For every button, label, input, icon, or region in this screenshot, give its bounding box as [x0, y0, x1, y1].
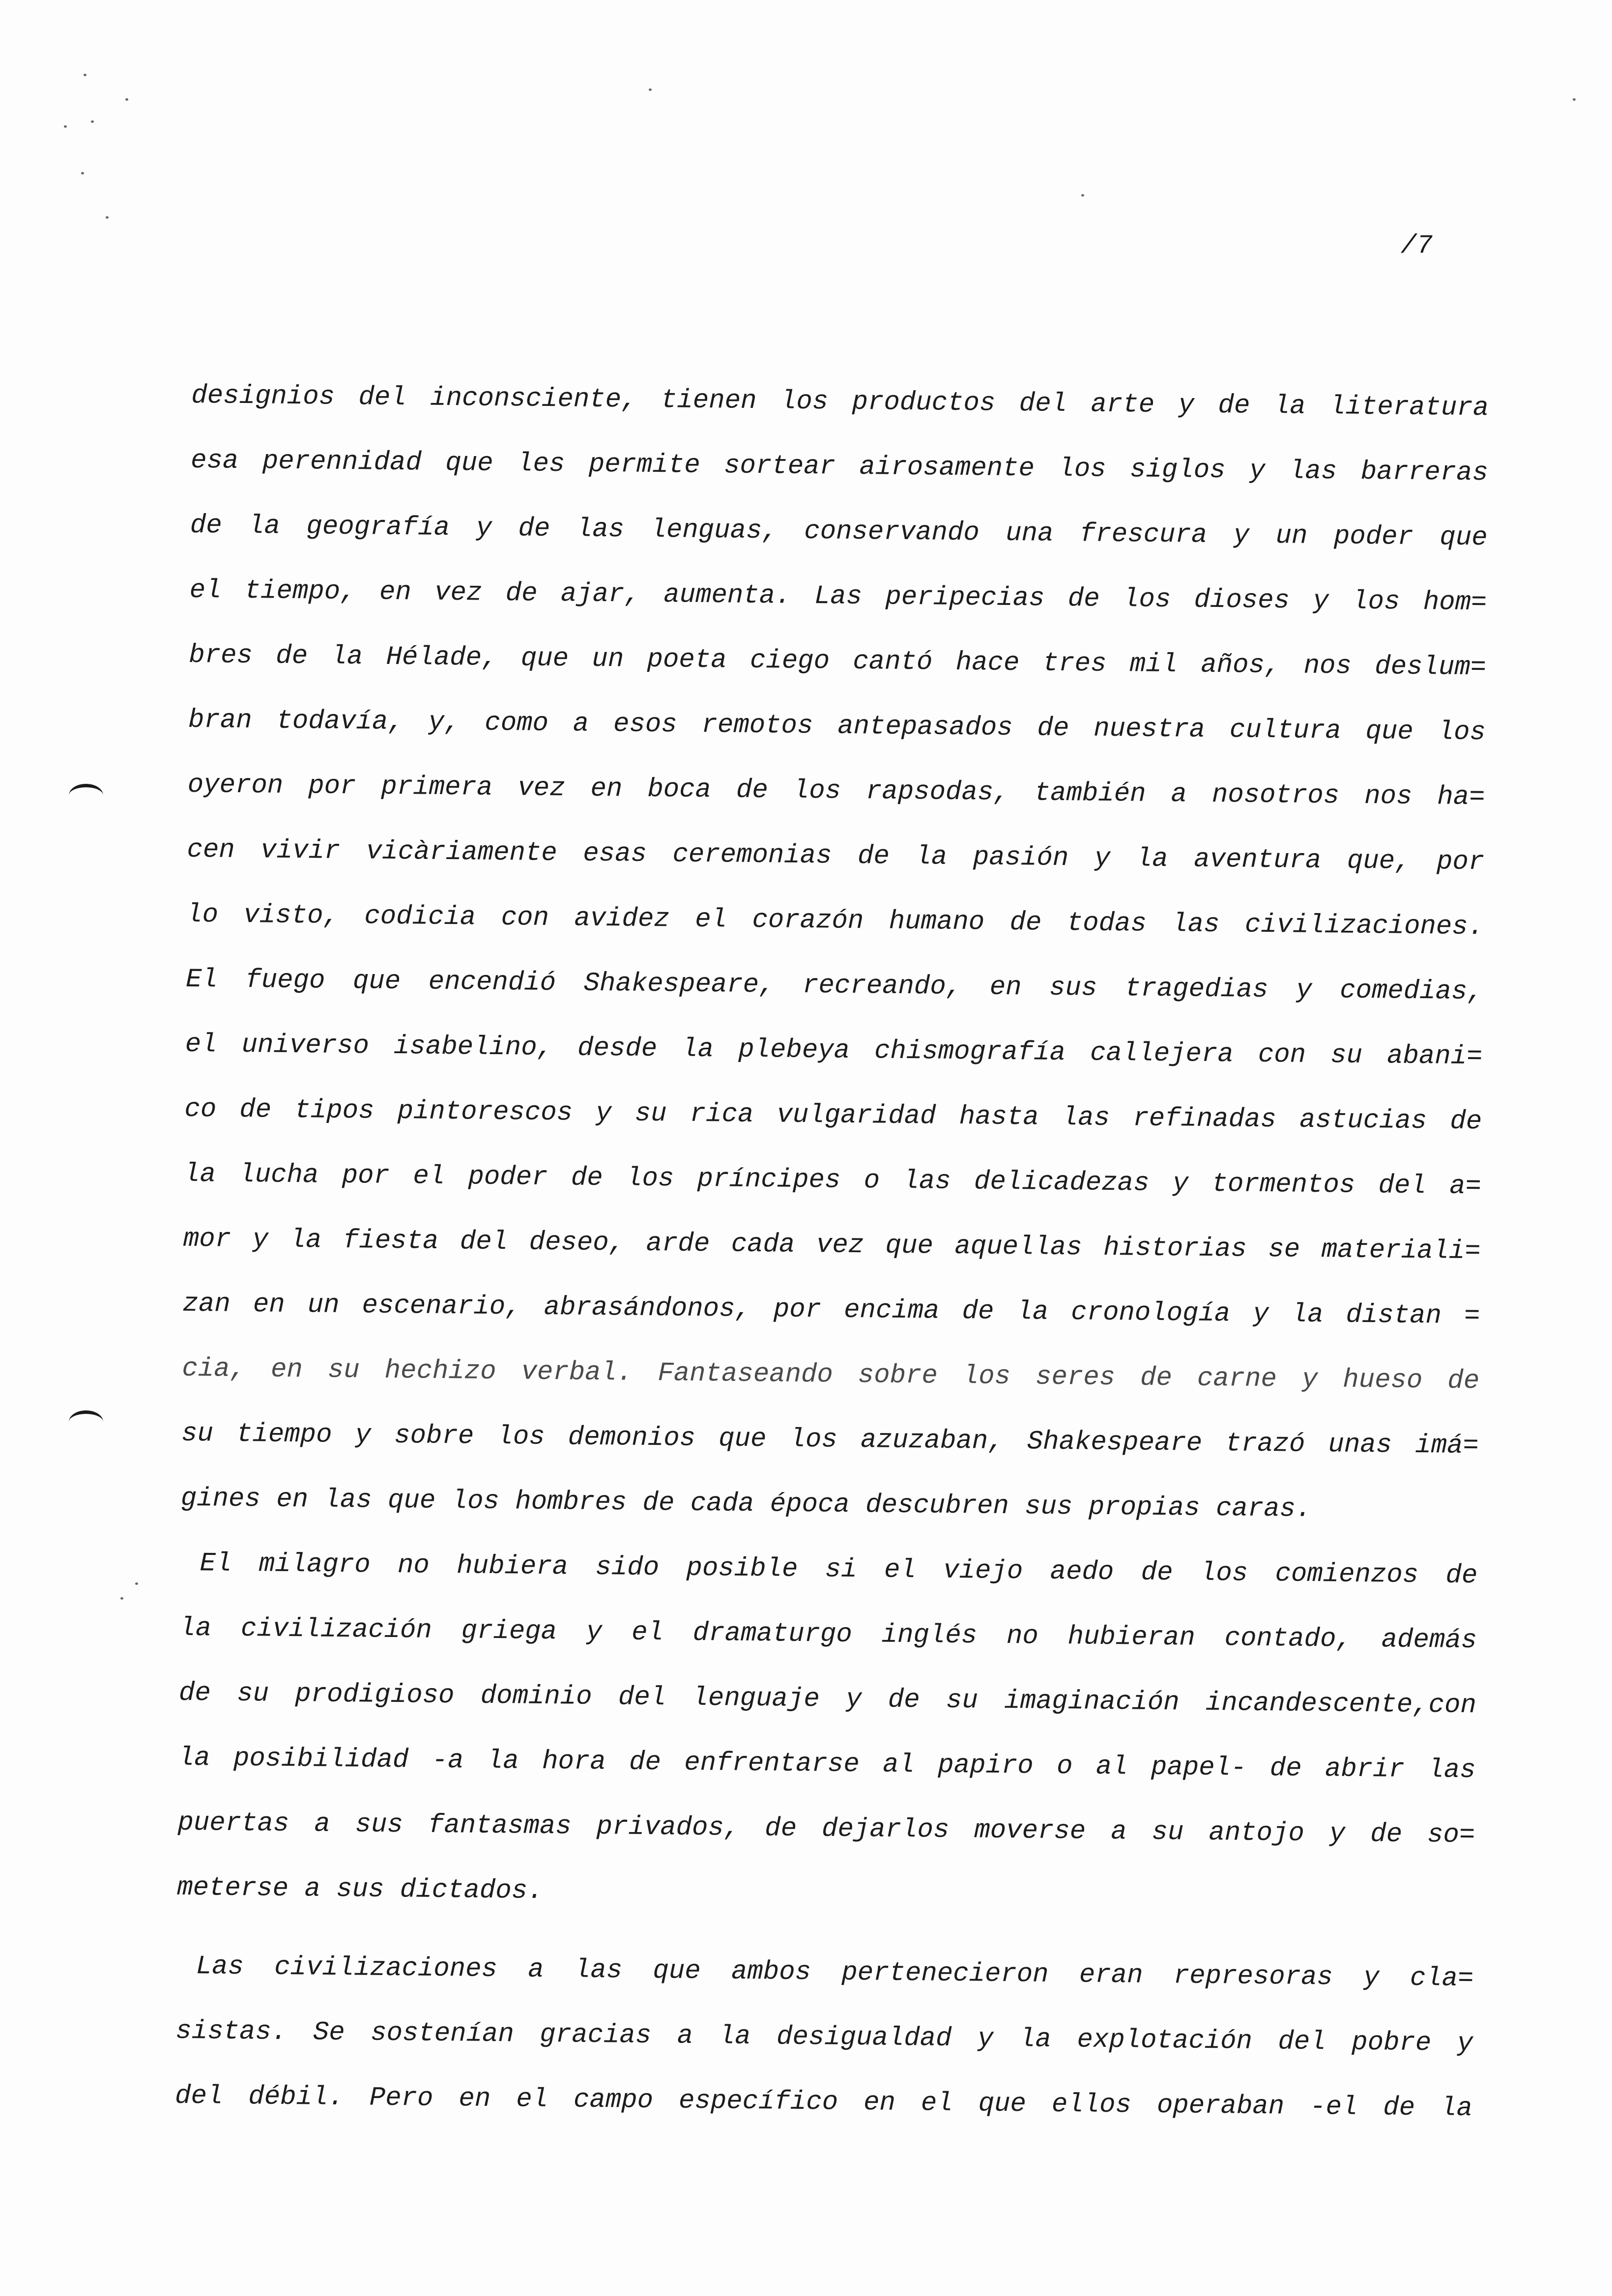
text-line: co de tipos pintorescos y su rica vulgaridad hasta las refinadas astucias de: [184, 1094, 1482, 1137]
text-line: la civilización griega y el dramaturgo inglés no hubieran contado, además: [179, 1613, 1477, 1656]
text-line: oyeron por primera vez en boca de los rapsodas, también a nosotros nos ha=: [187, 770, 1485, 813]
text-line: de la geografía y de las lenguas, conservando una frescura y un poder que: [190, 510, 1488, 553]
scan-speck: [1081, 194, 1084, 197]
text-line: bres de la Hélade, que un poeta ciego cantó hace tres mil años, nos deslum=: [189, 640, 1487, 683]
text-line: esa perennidad que les permite sortear airosamente los siglos y las barreras: [190, 445, 1489, 488]
text-line: gines en las que los hombres de cada época descubren sus propias caras.: [180, 1483, 1312, 1524]
text-line: del débil. Pero en el campo específico en el que ellos operaban -el de la: [174, 2081, 1473, 2124]
text-line: El fuego que encendió Shakespeare, recreando, en sus tragedias y comedias,: [185, 964, 1484, 1007]
body-text: [175, 364, 1489, 2141]
page-number: /7: [1401, 231, 1433, 261]
scan-speck: [1573, 98, 1576, 101]
text-line: Las civilizaciones a las que ambos pertenecieron eran represoras y cla=: [196, 1952, 1474, 1994]
text-line: el universo isabelino, desde la plebeya chismografía callejera con su abani=: [185, 1029, 1483, 1072]
text-line: lo visto, codicia con avidez el corazón humano de todas las civilizaciones.: [186, 899, 1484, 943]
text-line: la posibilidad -a la hora de enfrentarse al papiro o al papel- de abrir las: [178, 1743, 1476, 1786]
scan-speck: [120, 1597, 123, 1600]
scan-speck: [106, 216, 109, 219]
margin-mark: [69, 784, 103, 807]
scan-speck: [81, 172, 84, 174]
text-line: cen vivir vicàriamente esas ceremonias de la pasión y la aventura que, por: [187, 834, 1485, 878]
text-line: bran todavía, y, como a esos remotos antepasados de nuestra cultura que los: [188, 705, 1486, 748]
scan-speck: [64, 125, 67, 128]
margin-mark: [69, 1410, 103, 1434]
scan-speck: [649, 88, 652, 91]
scan-speck: [84, 74, 86, 76]
text-line: mor y la fiesta del deseo, arde cada vez que aquellas historias se materiali=: [183, 1224, 1481, 1267]
text-line: el tiempo, en vez de ajar, aumenta. Las peripecias de los dioses y los hom=: [189, 575, 1487, 618]
text-line: designios del inconsciente, tienen los productos del arte y de la literatura: [191, 380, 1489, 424]
scan-speck: [135, 1582, 138, 1585]
text-line: El milagro no hubiera sido posible si el viejo aedo de los comienzos de: [200, 1549, 1478, 1591]
text-line: su tiempo y sobre los demonios que los azuzaban, Shakespeare trazó unas imá=: [181, 1418, 1479, 1462]
text-line: sistas. Se sostenían gracias a la desigualdad y la explotación del pobre y: [175, 2016, 1473, 2059]
text-line: cia, en su hechizo verbal. Fantaseando sobre los seres de carne y hueso de: [182, 1353, 1480, 1397]
text-line: meterse a sus dictados.: [176, 1872, 544, 1907]
text-line: de su prodigioso dominio del lenguaje y de su imaginación incandescente,con: [178, 1678, 1477, 1721]
scan-speck: [91, 120, 94, 123]
text-line: la lucha por el poder de los príncipes o las delicadezas y tormentos del a=: [183, 1159, 1482, 1202]
text-line: puertas a sus fantasmas privados, de dejarlos moverse a su antojo y de so=: [177, 1808, 1475, 1851]
scan-speck: [125, 98, 128, 101]
text-line: zan en un escenario, abrasándonos, por encima de la cronología y la distan =: [182, 1289, 1480, 1332]
